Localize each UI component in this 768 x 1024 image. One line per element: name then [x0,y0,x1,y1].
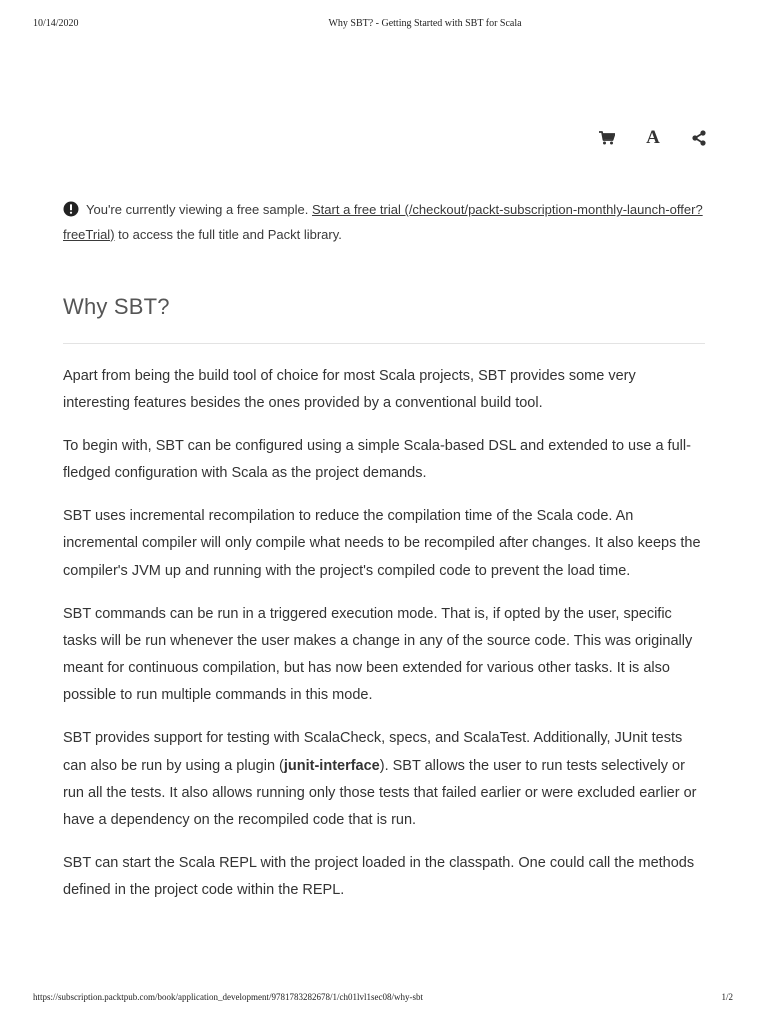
print-header [0,18,768,32]
font-size-button[interactable] [642,125,664,151]
shopping-cart-icon [599,131,615,145]
paragraph-incremental-compilation: SBT uses incremental recompilation to reduce the compilation time of the Scala code. An incremental compiler will only compile what needs to be recompiled after changes. It also keeps the compiler's JVM up and running with the project's compiled code to prevent the load time. [63,508,701,579]
article-body [63,363,705,920]
print-page-title: Why SBT? - Getting Started with SBT for Scala [328,18,522,29]
cart-button[interactable] [596,125,618,151]
paragraph-intro: Apart from being the build tool of choice for most Scala projects, SBT provides some very interesting features besides the ones provided by a conventional build tool. [63,368,636,412]
print-page-number: 1/2 [721,992,733,1002]
print-url: https://subscription.packtpub.com/book/application_development/9781783282678/1/ch01lvl1sec08/why-sbt [33,992,423,1002]
free-sample-notice [63,198,703,247]
notice-text-after: to access the full title and Packt library. [114,226,342,242]
reader-toolbar [596,124,710,152]
print-footer [0,992,768,1006]
font-size-icon: A [646,127,660,148]
paragraph-testing-after: ). SBT allows the user to run tests selectively or run all the tests. It also allows running only those tests that failed earlier or were excluded earlier or have a dependency on the recompiled code that is run. [63,757,697,829]
print-date: 10/14/2020 [33,18,79,29]
section-divider [63,343,705,344]
start-free-trial-link[interactable]: Start a free trial (/checkout/packt-subscription-monthly-launch-offer?freeTrial) [63,202,703,242]
section-title: Why SBT? [63,294,170,319]
paragraph-testing-before: SBT provides support for testing with ScalaCheck, specs, and ScalaTest. Additionally, JUnit tests can also be run by using a plugin ( [63,730,683,774]
share-icon [691,130,707,146]
paragraph-testing [63,725,705,834]
paragraph-dsl: To begin with, SBT can be configured using a simple Scala-based DSL and extended to use a full-fledged configuration with Scala as the project demands. [63,438,691,482]
junit-interface-term: junit-interface [283,757,380,774]
notice-text-before: You're currently viewing a free sample. [86,202,313,217]
exclamation-circle-icon [63,201,79,217]
share-button[interactable] [688,125,710,151]
paragraph-repl: SBT can start the Scala REPL with the project loaded in the classpath. One could call the methods defined in the project code within the REPL. [63,854,695,899]
paragraph-triggered-execution: SBT commands can be run in a triggered execution mode. That is, if opted by the user, specific tasks will be run whenever the user makes a change in any of the source code. This was originally meant for continuous compilation, but has now been extended for various other tasks. It is also possible to run multiple commands in this mode. [63,605,693,704]
